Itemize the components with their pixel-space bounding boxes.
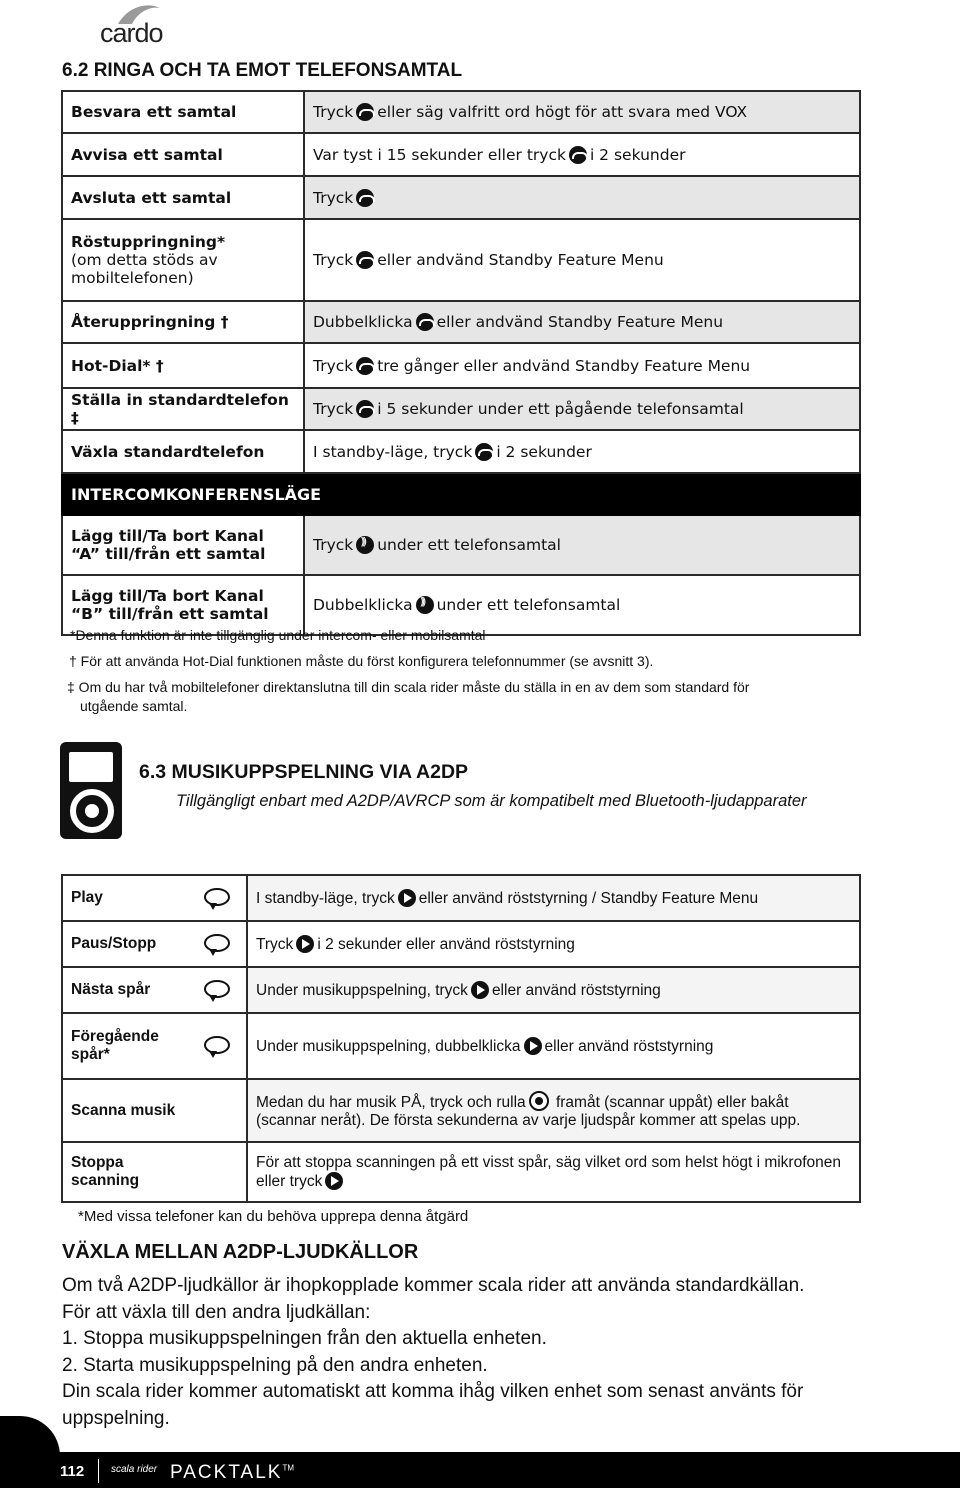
- a2dp-title: VÄXLA MELLAN A2DP-LJUDKÄLLOR: [62, 1241, 419, 1263]
- instruction-text: Medan du har musik PÅ, tryck och rulla: [256, 1094, 526, 1111]
- action-sublabel: (om detta stöds av mobiltelefonen): [71, 251, 218, 287]
- music-action-label: [62, 1079, 247, 1142]
- instruction-text-after: under ett telefonsamtal: [377, 536, 561, 554]
- a2dp-body: [62, 1273, 902, 1432]
- table-row: [62, 1079, 860, 1142]
- action-label: Lägg till/Ta bort Kanal “B” till/från ett samtal: [62, 575, 304, 635]
- instruction-text-after: eller säg valfritt ord högt för att svara med VOX: [377, 103, 748, 121]
- footnote-1: *Denna funktion är inte tillgänglig under intercom- eller mobilsamtal: [70, 627, 486, 643]
- table-row: [62, 133, 860, 176]
- music-player-icon: [60, 742, 122, 839]
- table-row: [62, 176, 860, 219]
- action-label: [62, 430, 304, 473]
- table-row: [62, 91, 860, 133]
- section-6-2-title: 6.2 RINGA OCH TA EMOT TELEFONSAMTAL: [62, 60, 463, 81]
- section-6-3-subtitle: Tillgängligt enbart med A2DP/AVRCP som är kompatibelt med Bluetooth-ljudapparater: [176, 792, 807, 810]
- footer-product-name: PACKTALK: [170, 1462, 283, 1483]
- instruction-text-after: eller andvänd Standby Feature Menu: [436, 313, 724, 331]
- action-instruction: [304, 515, 860, 575]
- music-action-label: [62, 921, 247, 967]
- table-row: [62, 921, 860, 967]
- action-label-text: Avsluta ett samtal: [71, 188, 232, 207]
- music-footnote: *Med vissa telefoner kan du behöva upprepa denna åtgärd: [78, 1208, 469, 1225]
- table-row: [62, 343, 860, 388]
- table-row: [62, 219, 860, 301]
- footer-product: [170, 1462, 294, 1484]
- action-label: [62, 301, 304, 343]
- jog-dial-icon: [529, 1091, 549, 1111]
- instruction-text-after: eller använd röststyrning / Standby Feature Menu: [418, 889, 759, 907]
- instruction-text: Dubbelklicka: [313, 596, 413, 614]
- instruction-text-after: eller använd röststyrning: [491, 981, 661, 999]
- instruction-text-after: i 5 sekunder under ett pågående telefonsamtal: [377, 400, 744, 418]
- play-button-icon: [524, 1037, 542, 1055]
- music-action-label-text: Föregående spår*: [71, 1028, 159, 1063]
- music-action-label-text: Nästa spår: [71, 981, 151, 998]
- instruction-text: I standby-läge, tryck: [313, 442, 473, 461]
- instruction-text: Var tyst i 15 sekunder eller tryck: [313, 145, 566, 164]
- phone-button-icon: [416, 313, 434, 331]
- music-action-label-text: Scanna musik: [71, 1101, 176, 1119]
- footnote-3: ‡ Om du har två mobiltelefoner direktanslutna till din scala rider måste du ställa in en av dem som standard för: [67, 679, 750, 695]
- channel-button-icon: [356, 536, 374, 554]
- table-row: [62, 515, 860, 575]
- play-button-icon: [471, 981, 489, 999]
- instruction-text: Dubbelklicka: [313, 313, 413, 331]
- phone-button-icon: [475, 443, 493, 461]
- footer-tm: TM: [282, 1463, 295, 1473]
- table-row: [62, 575, 860, 635]
- action-instruction: [304, 219, 860, 301]
- instruction-text: Tryck: [313, 400, 354, 418]
- instruction-text: I standby-läge, tryck: [256, 889, 395, 907]
- action-instruction: [304, 133, 860, 176]
- table-row: [62, 967, 860, 1013]
- instruction-text: Under musikuppspelning, tryck: [256, 981, 468, 999]
- page-number: 112: [60, 1463, 85, 1480]
- action-instruction: [304, 388, 860, 430]
- action-label-text: Växla standardtelefon: [71, 442, 265, 461]
- music-action-label-text: Play: [71, 889, 103, 906]
- table-row: [62, 301, 860, 343]
- phone-button-icon: [356, 357, 374, 375]
- table-row: [62, 875, 860, 921]
- a2dp-line-4: 2. Starta musikuppspelning på den andra enheten.: [62, 1354, 488, 1376]
- action-instruction: [304, 430, 860, 473]
- footer-curve: [0, 1416, 60, 1456]
- voice-command-icon: [204, 934, 230, 952]
- action-instruction: [304, 91, 860, 133]
- instruction-text: Tryck: [313, 536, 354, 554]
- music-action-label: [62, 875, 247, 921]
- music-action-label: [62, 1142, 247, 1202]
- instruction-text: För att stoppa scanningen på ett visst spår, säg vilket ord som helst högt i mikrofonen eller tryck: [256, 1153, 841, 1190]
- table-row: [62, 430, 860, 473]
- instruction-text: Tryck: [313, 251, 354, 269]
- action-label-text: Avvisa ett samtal: [71, 145, 223, 164]
- voice-command-icon: [204, 1036, 230, 1054]
- footer-divider: [98, 1459, 99, 1483]
- table-row: [62, 388, 860, 430]
- music-action-label-text: Paus/Stopp: [71, 935, 157, 952]
- intercom-section-header: INTERCOMKONFERENSLÄGE: [62, 473, 860, 515]
- music-action-label: [62, 967, 247, 1013]
- instruction-text: Tryck: [313, 188, 354, 207]
- action-label-text: Besvara ett samtal: [71, 103, 237, 121]
- play-button-icon: [325, 1172, 343, 1190]
- phone-button-icon: [356, 189, 374, 207]
- instruction-text-after: under ett telefonsamtal: [436, 596, 621, 614]
- action-label: [62, 91, 304, 133]
- voice-command-icon: [204, 980, 230, 998]
- channel-button-icon: [416, 596, 434, 614]
- action-label-text: Ställa in standardtelefon ‡: [71, 391, 289, 427]
- action-label-text: Röstuppringning*: [71, 233, 226, 251]
- action-label-text: Återuppringning †: [71, 313, 229, 331]
- play-button-icon: [296, 935, 314, 953]
- section-6-3-title: 6.3 MUSIKUPPSPELNING VIA A2DP: [139, 761, 469, 783]
- section-header-row: [62, 473, 860, 515]
- footnote-2: † För att använda Hot-Dial funktionen måste du först konfigurera telefonnummer (se avsnitt 3).: [69, 653, 654, 669]
- action-instruction: [304, 343, 860, 388]
- music-action-instruction: [247, 1142, 860, 1202]
- footnote-3-cont: utgående samtal.: [80, 698, 188, 714]
- music-action-instruction: [247, 921, 860, 967]
- phone-button-icon: [356, 400, 374, 418]
- a2dp-line-2: För att växla till den andra ljudkällan:: [62, 1301, 371, 1323]
- cardo-logo: [100, 2, 180, 46]
- logo-text: cardo: [100, 18, 163, 48]
- action-label: [62, 388, 304, 430]
- action-label: [62, 176, 304, 219]
- call-table: [61, 90, 861, 636]
- table-row: [62, 1142, 860, 1202]
- a2dp-line-5: Din scala rider kommer automatiskt att komma ihåg vilken enhet som senast använts för uppspelning.: [62, 1381, 804, 1429]
- music-table: [61, 874, 861, 1203]
- phone-button-icon: [356, 251, 374, 269]
- music-action-label-text: Stoppa scanning: [71, 1154, 140, 1189]
- voice-command-icon: [204, 888, 230, 906]
- action-label: [62, 133, 304, 176]
- instruction-text-after: tre gånger eller andvänd Standby Feature Menu: [377, 356, 751, 375]
- instruction-text-after: i 2 sekunder eller använd röststyrning: [317, 935, 575, 953]
- instruction-text-after: eller andvänd Standby Feature Menu: [377, 251, 664, 269]
- phone-button-icon: [569, 146, 587, 164]
- action-label: [62, 219, 304, 301]
- instruction-text: Tryck: [313, 356, 354, 375]
- a2dp-line-1: Om två A2DP-ljudkällor är ihopkopplade kommer scala rider att använda standardkällan.: [62, 1275, 805, 1296]
- action-instruction: [304, 176, 860, 219]
- action-label: Lägg till/Ta bort Kanal “A” till/från ett samtal: [62, 515, 304, 575]
- a2dp-line-3: 1. Stoppa musikuppspelningen från den aktuella enheten.: [62, 1328, 547, 1349]
- action-label-text: Hot-Dial* †: [71, 356, 164, 375]
- action-instruction: [304, 301, 860, 343]
- instruction-text-after: eller använd röststyrning: [544, 1037, 714, 1055]
- music-action-instruction: [247, 875, 860, 921]
- instruction-text-after: i 2 sekunder: [496, 442, 592, 461]
- instruction-text-after: framåt (scannar uppåt) eller bakåt (scannar neråt). De första sekunderna av varje ljudspår kommer att spelas upp.: [256, 1094, 801, 1129]
- music-action-label: [62, 1013, 247, 1079]
- instruction-text-after: i 2 sekunder: [589, 145, 686, 164]
- music-action-instruction: [247, 1013, 860, 1079]
- play-button-icon: [398, 889, 416, 907]
- footer-brand: scala rider: [111, 1464, 158, 1475]
- phone-button-icon: [356, 103, 374, 121]
- instruction-text: Under musikuppspelning, dubbelklicka: [256, 1037, 521, 1055]
- action-instruction: [304, 575, 860, 635]
- music-action-instruction: [247, 1079, 860, 1142]
- music-action-instruction: [247, 967, 860, 1013]
- instruction-text: Tryck: [256, 935, 294, 953]
- action-label: [62, 343, 304, 388]
- instruction-text: Tryck: [313, 103, 354, 121]
- table-row: [62, 1013, 860, 1079]
